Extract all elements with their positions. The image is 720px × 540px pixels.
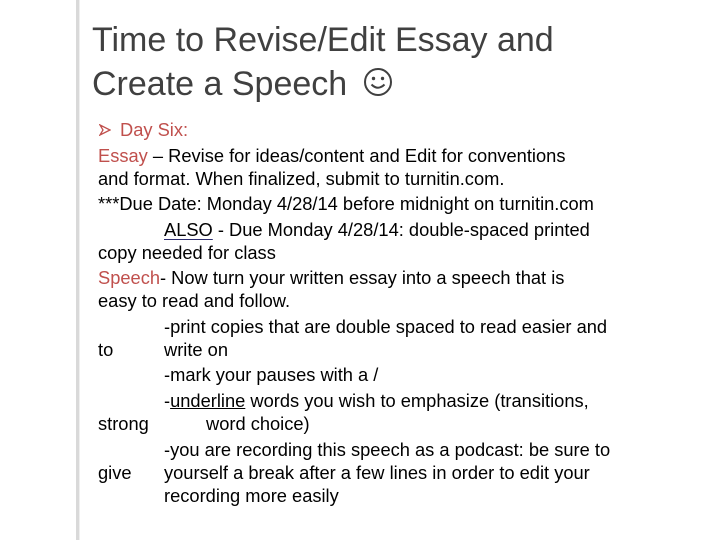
smiley-face-icon xyxy=(363,67,393,97)
essay-line-1 xyxy=(98,144,565,167)
underline-line xyxy=(164,389,589,412)
title-line-2 xyxy=(92,62,692,106)
print-line-2: write on xyxy=(164,339,229,360)
strong-label: strong xyxy=(98,413,149,434)
to-label: to xyxy=(98,339,114,360)
due-date-line: ***Due Date: Monday 4/28/14 before midnight on turnitin.com xyxy=(98,193,594,214)
also-line-2: copy needed for class xyxy=(98,242,276,263)
arrow-bullet-icon xyxy=(99,124,111,136)
underline-prefix: - xyxy=(164,390,171,411)
word-choice-line: word choice) xyxy=(206,413,310,434)
speech-text-1: - Now turn your written essay into a speech that is xyxy=(160,267,565,288)
title-line-2-text: Create a Speech xyxy=(92,65,348,103)
essay-label: Essay xyxy=(98,145,148,166)
left-border-line xyxy=(76,0,79,540)
also-label: ALSO xyxy=(164,219,213,240)
day-heading: Day Six: xyxy=(120,119,189,140)
essay-line-2: and format. When finalized, submit to turnitin.com. xyxy=(98,168,505,189)
slide-title xyxy=(92,18,692,106)
print-line-1: -print copies that are double spaced to read easier and xyxy=(164,316,608,337)
mark-pauses-line: -mark your pauses with a / xyxy=(164,364,379,385)
also-text-1: - Due Monday 4/28/14: double-spaced printed xyxy=(212,219,590,240)
essay-text-1: – Revise for ideas/content and Edit for conventions xyxy=(147,145,566,166)
also-line-1 xyxy=(164,218,590,241)
title-line-1: Time to Revise/Edit Essay and xyxy=(92,21,554,59)
speech-line-1 xyxy=(98,266,564,289)
record-line-2: yourself a break after a few lines in order to edit your xyxy=(164,462,590,483)
record-line-3: recording more easily xyxy=(164,485,339,506)
underline-suffix: words you wish to emphasize (transitions, xyxy=(245,390,589,411)
give-label: give xyxy=(98,462,132,483)
record-line-1: -you are recording this speech as a podcast: be sure to xyxy=(164,439,611,460)
underline-word: underline xyxy=(170,390,246,411)
speech-line-2: easy to read and follow. xyxy=(98,290,291,311)
speech-label: Speech xyxy=(98,267,161,288)
